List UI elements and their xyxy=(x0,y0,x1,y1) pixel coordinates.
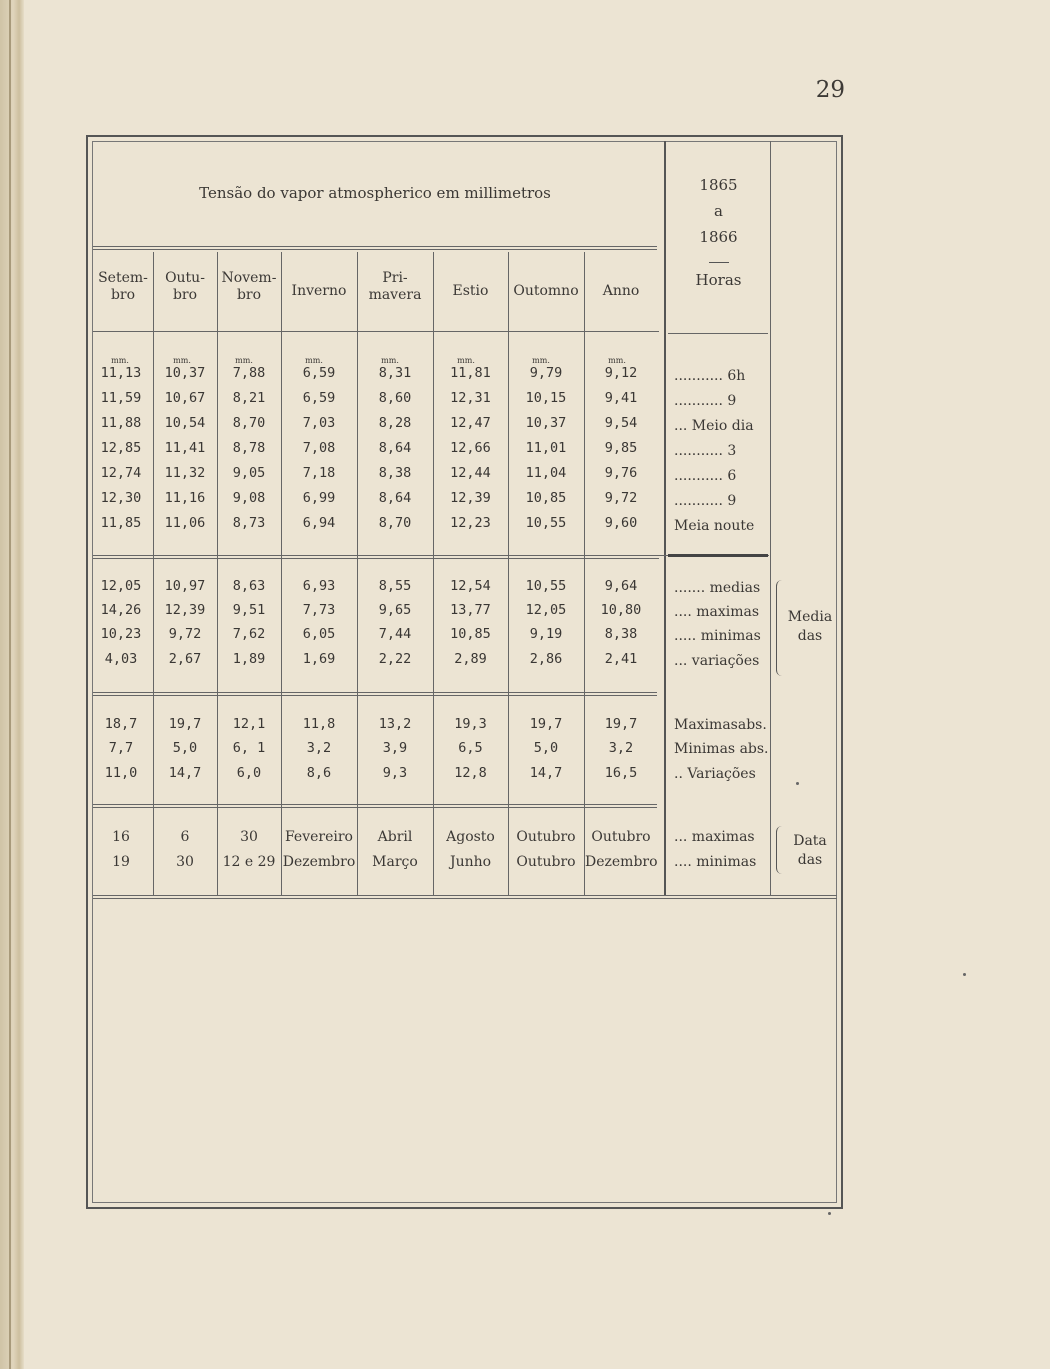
col-divider-7 xyxy=(584,252,585,895)
hourly-row-cell: 11,16 xyxy=(164,490,206,506)
dates-row-cell: 16 xyxy=(112,829,130,845)
means-row-cell: 14,26 xyxy=(100,602,142,618)
absolute-row-label: .. Variações xyxy=(674,766,756,782)
means-row-label: ....... medias xyxy=(674,580,761,596)
unit-label: mm. xyxy=(111,356,129,365)
col-header-text: Inverno xyxy=(291,283,347,299)
dates-row-cell: Fevereiro xyxy=(284,829,353,845)
hourly-row-cell: 10,15 xyxy=(525,390,567,406)
absolute-row-cell: 19,7 xyxy=(168,716,202,732)
hourly-row-cell: 8,21 xyxy=(232,390,266,406)
hourly-row-cell: 11,32 xyxy=(164,465,206,481)
dates-row-cell: Junho xyxy=(449,854,492,870)
years-header xyxy=(666,172,771,293)
hourly-row-cell: 8,38 xyxy=(378,465,412,481)
rule-title-2 xyxy=(93,249,657,250)
means-row-cell: 10,80 xyxy=(600,602,642,618)
dates-row-cell: Dezembro xyxy=(282,854,356,870)
col-header-text: Setem- bro xyxy=(98,270,148,303)
hourly-row-cell: 12,74 xyxy=(100,465,142,481)
hourly-row-label: ........... 6h xyxy=(674,368,746,384)
absolute-row-cell: 9,3 xyxy=(382,765,408,781)
hourly-row-cell: 11,01 xyxy=(525,440,567,456)
col-divider-1 xyxy=(153,252,154,895)
hourly-row-cell: 8,78 xyxy=(232,440,266,456)
means-row-cell: 7,44 xyxy=(378,626,412,642)
hourly-row-cell: 9,54 xyxy=(604,415,638,431)
means-row-label: .... maximas xyxy=(674,604,760,620)
means-row-cell: 13,77 xyxy=(450,602,491,618)
col-header-outubro xyxy=(154,270,216,304)
absolute-row-cell: 6,5 xyxy=(458,740,483,756)
absolute-row-cell: 12,8 xyxy=(454,765,487,781)
hourly-row-cell: 12,23 xyxy=(450,515,491,531)
means-row-cell: 12,54 xyxy=(450,578,491,594)
hourly-row-cell: 6,59 xyxy=(302,365,336,381)
hourly-row-cell: 10,37 xyxy=(525,415,567,431)
hourly-row-cell: 12,47 xyxy=(450,415,491,431)
unit-label: mm. xyxy=(457,356,475,365)
means-row-cell: 1,89 xyxy=(232,651,266,667)
hourly-row-cell: 7,18 xyxy=(302,465,336,481)
rule-headers xyxy=(93,331,659,332)
hourly-row-cell: 10,67 xyxy=(164,390,206,406)
hourly-row-cell: 10,85 xyxy=(525,490,567,506)
means-row-cell: 9,72 xyxy=(168,626,202,642)
means-row-cell: 9,64 xyxy=(604,578,638,594)
means-row-cell: 7,73 xyxy=(302,602,336,618)
hours-header: Horas xyxy=(695,271,742,289)
paper-speck xyxy=(828,1212,831,1215)
hourly-row-cell: 9,72 xyxy=(604,490,638,506)
dates-row-cell: Outubro xyxy=(516,829,576,845)
means-row-cell: 4,03 xyxy=(104,651,138,667)
col-header-novembro xyxy=(218,270,280,304)
hourly-row-cell: 9,60 xyxy=(604,515,638,531)
col-header-estio xyxy=(434,283,507,300)
hourly-row-cell: 10,55 xyxy=(525,515,567,531)
hourly-row-cell: 10,37 xyxy=(164,365,206,381)
hourly-row-cell: 11,13 xyxy=(100,365,142,381)
unit-label: mm. xyxy=(235,356,253,365)
absolute-row-cell: 8,6 xyxy=(306,765,332,781)
means-row-cell: 9,65 xyxy=(378,602,412,618)
hourly-row-cell: 9,85 xyxy=(604,440,638,456)
means-row-cell: 7,62 xyxy=(232,626,266,642)
side-label-medias: Media das xyxy=(787,609,833,644)
means-row-cell: 2,89 xyxy=(454,651,487,667)
year-connector: a xyxy=(714,202,723,220)
hourly-row-cell: 9,05 xyxy=(232,465,266,481)
means-row-cell: 10,97 xyxy=(164,578,206,594)
dates-row-cell: Abril xyxy=(377,829,413,845)
hourly-row-cell: 12,66 xyxy=(450,440,491,456)
absolute-row-cell: 7,7 xyxy=(108,740,134,756)
hourly-row-label: ... Meio dia xyxy=(674,418,754,434)
absolute-row-cell: 11,0 xyxy=(104,765,138,781)
absolute-row-cell: 3,9 xyxy=(382,740,408,756)
hourly-row-cell: 12,39 xyxy=(450,490,491,506)
absolute-row-cell: 13,2 xyxy=(378,716,412,732)
means-row-cell: 8,38 xyxy=(604,626,638,642)
unit-label: mm. xyxy=(305,356,323,365)
hourly-row-cell: 8,70 xyxy=(232,415,266,431)
means-row-cell: 2,86 xyxy=(529,651,563,667)
absolute-row-cell: 18,7 xyxy=(104,716,138,732)
col-header-primavera xyxy=(358,270,432,304)
hourly-row-cell: 11,85 xyxy=(100,515,142,531)
absolute-row-cell: 3,2 xyxy=(306,740,332,756)
means-row-cell: 10,23 xyxy=(100,626,142,642)
dates-row-cell: Outubro xyxy=(591,829,651,845)
paper-speck xyxy=(796,782,799,785)
hourly-row-label: ........... 9 xyxy=(674,493,737,509)
unit-label: mm. xyxy=(608,356,626,365)
means-row-cell: 8,55 xyxy=(378,578,412,594)
hourly-row-cell: 6,99 xyxy=(302,490,336,506)
absolute-row-cell: 5,0 xyxy=(172,740,198,756)
hourly-row-cell: 12,31 xyxy=(450,390,491,406)
hourly-row-cell: 9,41 xyxy=(604,390,638,406)
hourly-row-cell: 12,30 xyxy=(100,490,142,506)
means-row-cell: 2,41 xyxy=(604,651,638,667)
means-row-cell: 9,19 xyxy=(529,626,563,642)
hourly-row-cell: 7,03 xyxy=(302,415,336,431)
dates-row-cell: Março xyxy=(372,854,418,870)
rule-abs-end xyxy=(93,804,657,805)
means-row-cell: 6,93 xyxy=(302,578,336,594)
hourly-row-cell: 8,28 xyxy=(378,415,412,431)
means-row-label: ..... minimas xyxy=(674,628,761,644)
means-row-cell: 12,05 xyxy=(525,602,567,618)
hourly-row-cell: 7,88 xyxy=(232,365,266,381)
paper-speck xyxy=(963,973,966,976)
dates-row-cell: 6 xyxy=(180,829,190,845)
dates-row-cell: 19 xyxy=(112,854,130,870)
years-dash xyxy=(709,262,729,263)
hourly-row-cell: 6,94 xyxy=(302,515,336,531)
col-divider-6 xyxy=(508,252,509,895)
rule-title xyxy=(93,246,657,247)
hourly-row-cell: 12,85 xyxy=(100,440,142,456)
hourly-row-label: ........... 6 xyxy=(674,468,737,484)
hourly-row-cell: 9,79 xyxy=(529,365,563,381)
absolute-row-cell: 19,3 xyxy=(454,716,487,732)
hourly-row-cell: 11,59 xyxy=(100,390,142,406)
rule-table-end xyxy=(93,895,837,896)
means-row-cell: 10,55 xyxy=(525,578,567,594)
col-divider-4 xyxy=(357,252,358,895)
hourly-row-cell: 11,06 xyxy=(164,515,206,531)
absolute-row-label: Minimas abs. xyxy=(674,741,769,757)
col-header-text: Outomno xyxy=(513,283,579,299)
hourly-row-label: Meia noute xyxy=(674,518,755,534)
dates-row-cell: 12 e 29 xyxy=(222,854,276,870)
absolute-row-cell: 14,7 xyxy=(529,765,563,781)
side-label-datas: Data das xyxy=(793,833,827,868)
col-header-text: Outu- bro xyxy=(165,270,205,303)
hourly-row-cell: 9,08 xyxy=(232,490,266,506)
absolute-row-cell: 19,7 xyxy=(529,716,563,732)
rule-means-end-2 xyxy=(93,695,657,696)
unit-label: mm. xyxy=(173,356,191,365)
means-row-cell: 1,69 xyxy=(302,651,336,667)
unit-label: mm. xyxy=(381,356,399,365)
means-row-label: ... variações xyxy=(674,653,760,669)
col-header-text: Novem- bro xyxy=(221,270,277,303)
absolute-row-cell: 11,8 xyxy=(302,716,336,732)
means-row-cell: 12,05 xyxy=(100,578,142,594)
hourly-row-cell: 8,64 xyxy=(378,490,412,506)
absolute-row-cell: 6,0 xyxy=(236,765,262,781)
dates-row-label: ... maximas xyxy=(674,829,755,845)
col-header-text: Pri- mavera xyxy=(368,270,422,303)
dates-row-cell: 30 xyxy=(176,854,194,870)
means-row-cell: 9,51 xyxy=(232,602,266,618)
absolute-row-cell: 14,7 xyxy=(168,765,202,781)
hourly-row-cell: 11,41 xyxy=(164,440,206,456)
absolute-row-label: Maximasabs. xyxy=(674,717,767,733)
hourly-row-label: ........... 3 xyxy=(674,443,737,459)
col-header-setembro xyxy=(94,270,152,304)
page-binding xyxy=(0,0,24,1369)
col-divider-2 xyxy=(217,252,218,895)
hourly-row-cell: 8,31 xyxy=(378,365,412,381)
means-row-cell: 12,39 xyxy=(164,602,206,618)
hourly-row-cell: 6,59 xyxy=(302,390,336,406)
hourly-row-cell: 10,54 xyxy=(164,415,206,431)
hourly-row-cell: 8,64 xyxy=(378,440,412,456)
absolute-row-cell: 5,0 xyxy=(533,740,559,756)
hourly-row-cell: 11,04 xyxy=(525,465,567,481)
absolute-row-cell: 3,2 xyxy=(608,740,634,756)
rule-abs-end-2 xyxy=(93,807,657,808)
dates-row-cell: Outubro xyxy=(516,854,576,870)
means-row-cell: 2,67 xyxy=(168,651,202,667)
dates-row-label: .... minimas xyxy=(674,854,757,870)
page-number: 29 xyxy=(815,77,845,103)
rule-hours-header xyxy=(668,333,768,334)
means-row-cell: 8,63 xyxy=(232,578,266,594)
col-header-outomno xyxy=(509,283,583,300)
year-end: 1866 xyxy=(699,228,738,246)
col-divider-5 xyxy=(433,252,434,895)
hourly-row-cell: 8,70 xyxy=(378,515,412,531)
means-row-cell: 6,05 xyxy=(302,626,336,642)
table-title: Tensão do vapor atmospherico em millimetros xyxy=(199,184,551,202)
col-header-text: Anno xyxy=(602,283,640,299)
absolute-row-cell: 19,7 xyxy=(604,716,638,732)
means-row-cell: 2,22 xyxy=(378,651,412,667)
col-header-inverno xyxy=(282,283,356,300)
rule-means-end xyxy=(93,692,657,693)
hourly-row-cell: 12,44 xyxy=(450,465,491,481)
hourly-row-cell: 11,88 xyxy=(100,415,142,431)
col-header-anno xyxy=(585,283,657,300)
means-row-cell: 10,85 xyxy=(450,626,491,642)
unit-label: mm. xyxy=(532,356,550,365)
dates-row-cell: 30 xyxy=(240,829,258,845)
hourly-row-cell: 7,08 xyxy=(302,440,336,456)
col-divider-3 xyxy=(281,252,282,895)
rule-hourly-end-2 xyxy=(93,558,659,559)
hourly-row-cell: 9,12 xyxy=(604,365,638,381)
col-header-text: Estio xyxy=(452,283,489,299)
dates-row-cell: Agosto xyxy=(446,829,495,845)
rule-table-end-2 xyxy=(93,898,837,899)
hourly-row-cell: 8,73 xyxy=(232,515,266,531)
hourly-row-label: ........... 9 xyxy=(674,393,737,409)
absolute-row-cell: 12,1 xyxy=(232,716,266,732)
hourly-row-cell: 8,60 xyxy=(378,390,412,406)
hourly-row-cell: 11,81 xyxy=(450,365,491,381)
binding-edge xyxy=(9,0,11,1369)
hourly-row-cell: 9,76 xyxy=(604,465,638,481)
absolute-row-cell: 6, 1 xyxy=(232,740,266,756)
year-start: 1865 xyxy=(699,176,738,194)
absolute-row-cell: 16,5 xyxy=(604,765,638,781)
rule-hours-thick xyxy=(668,554,768,557)
dates-row-cell: Dezembro xyxy=(585,854,658,870)
